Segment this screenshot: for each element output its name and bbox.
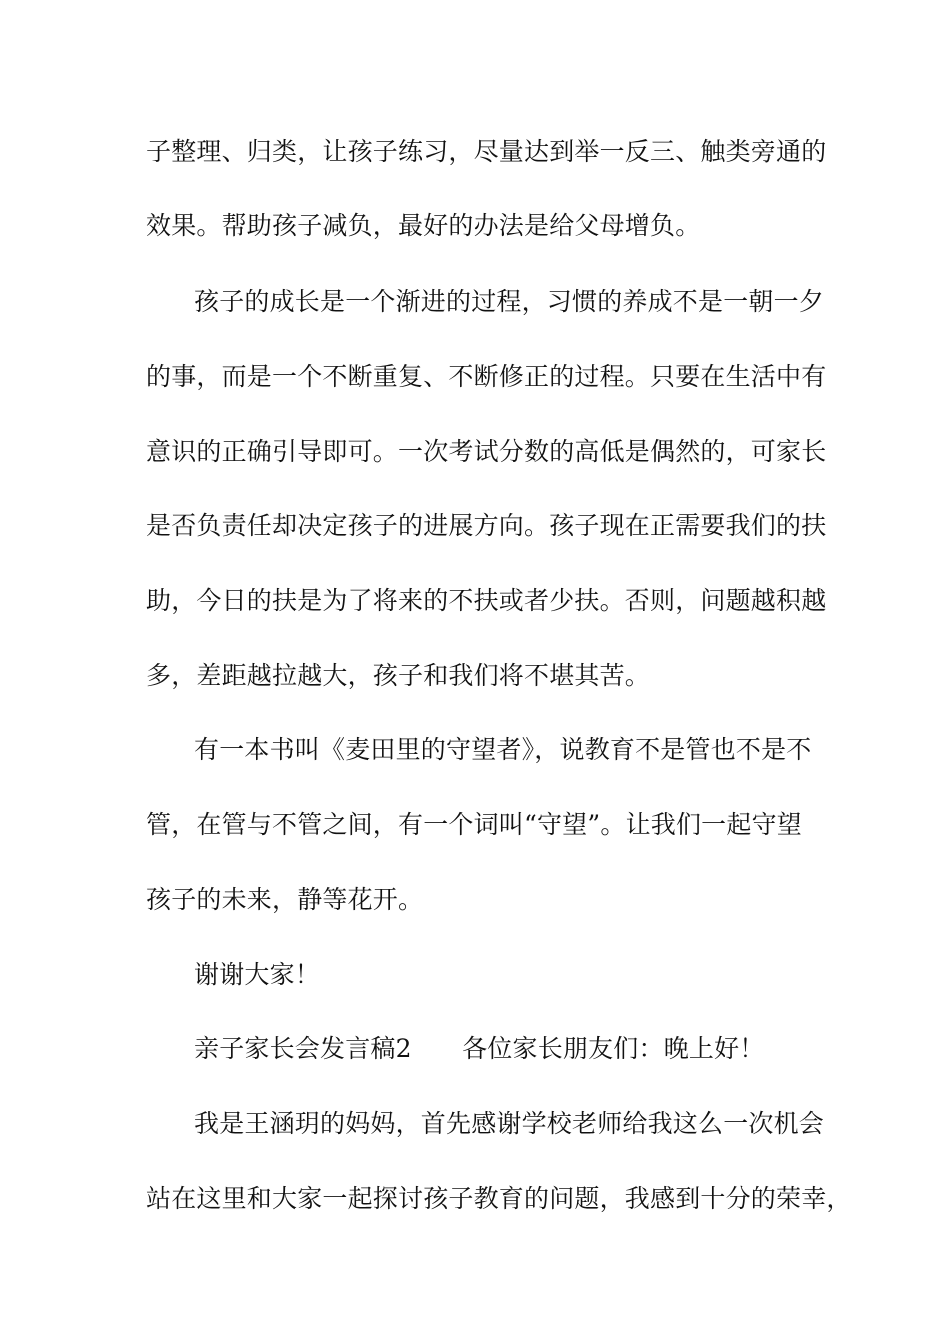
text-line: 意识的正确引导即可。一次考试分数的高低是偶然的，可家长	[146, 437, 827, 466]
text-line: 助，今日的扶是为了将来的不扶或者少扶。否则，问题越积越	[146, 586, 827, 615]
text-line: 效果。帮助孩子减负，最好的办法是给父母增负。	[146, 211, 701, 240]
heading-line: 亲子家长会发言稿2 各位家长朋友们：晚上好！	[194, 1034, 765, 1063]
paragraph-start-line: 孩子的成长是一个渐进的过程，习惯的养成不是一朝一夕	[194, 287, 825, 316]
paragraph-start-line: 我是王涵玥的妈妈，首先感谢学校老师给我这么一次机会	[194, 1109, 825, 1138]
paragraph-start-line: 有一本书叫《麦田里的守望者》，说教育不是管也不是不	[194, 735, 812, 764]
text-line: 管，在管与不管之间，有一个词叫“守望”。让我们一起守望	[146, 810, 802, 839]
paragraph-start-line: 谢谢大家！	[194, 960, 321, 989]
text-line: 是否负责任却决定孩子的进展方向。孩子现在正需要我们的扶	[146, 511, 827, 540]
text-line: 站在这里和大家一起探讨孩子教育的问题，我感到十分的荣幸，	[146, 1184, 852, 1213]
text-line: 子整理、归类，让孩子练习，尽量达到举一反三、触类旁通的	[146, 137, 827, 166]
text-line: 的事，而是一个不断重复、不断修正的过程。只要在生活中有	[146, 362, 827, 391]
text-line: 孩子的未来，静等花开。	[146, 885, 424, 914]
text-line: 多，差距越拉越大，孩子和我们将不堪其苦。	[146, 661, 651, 690]
